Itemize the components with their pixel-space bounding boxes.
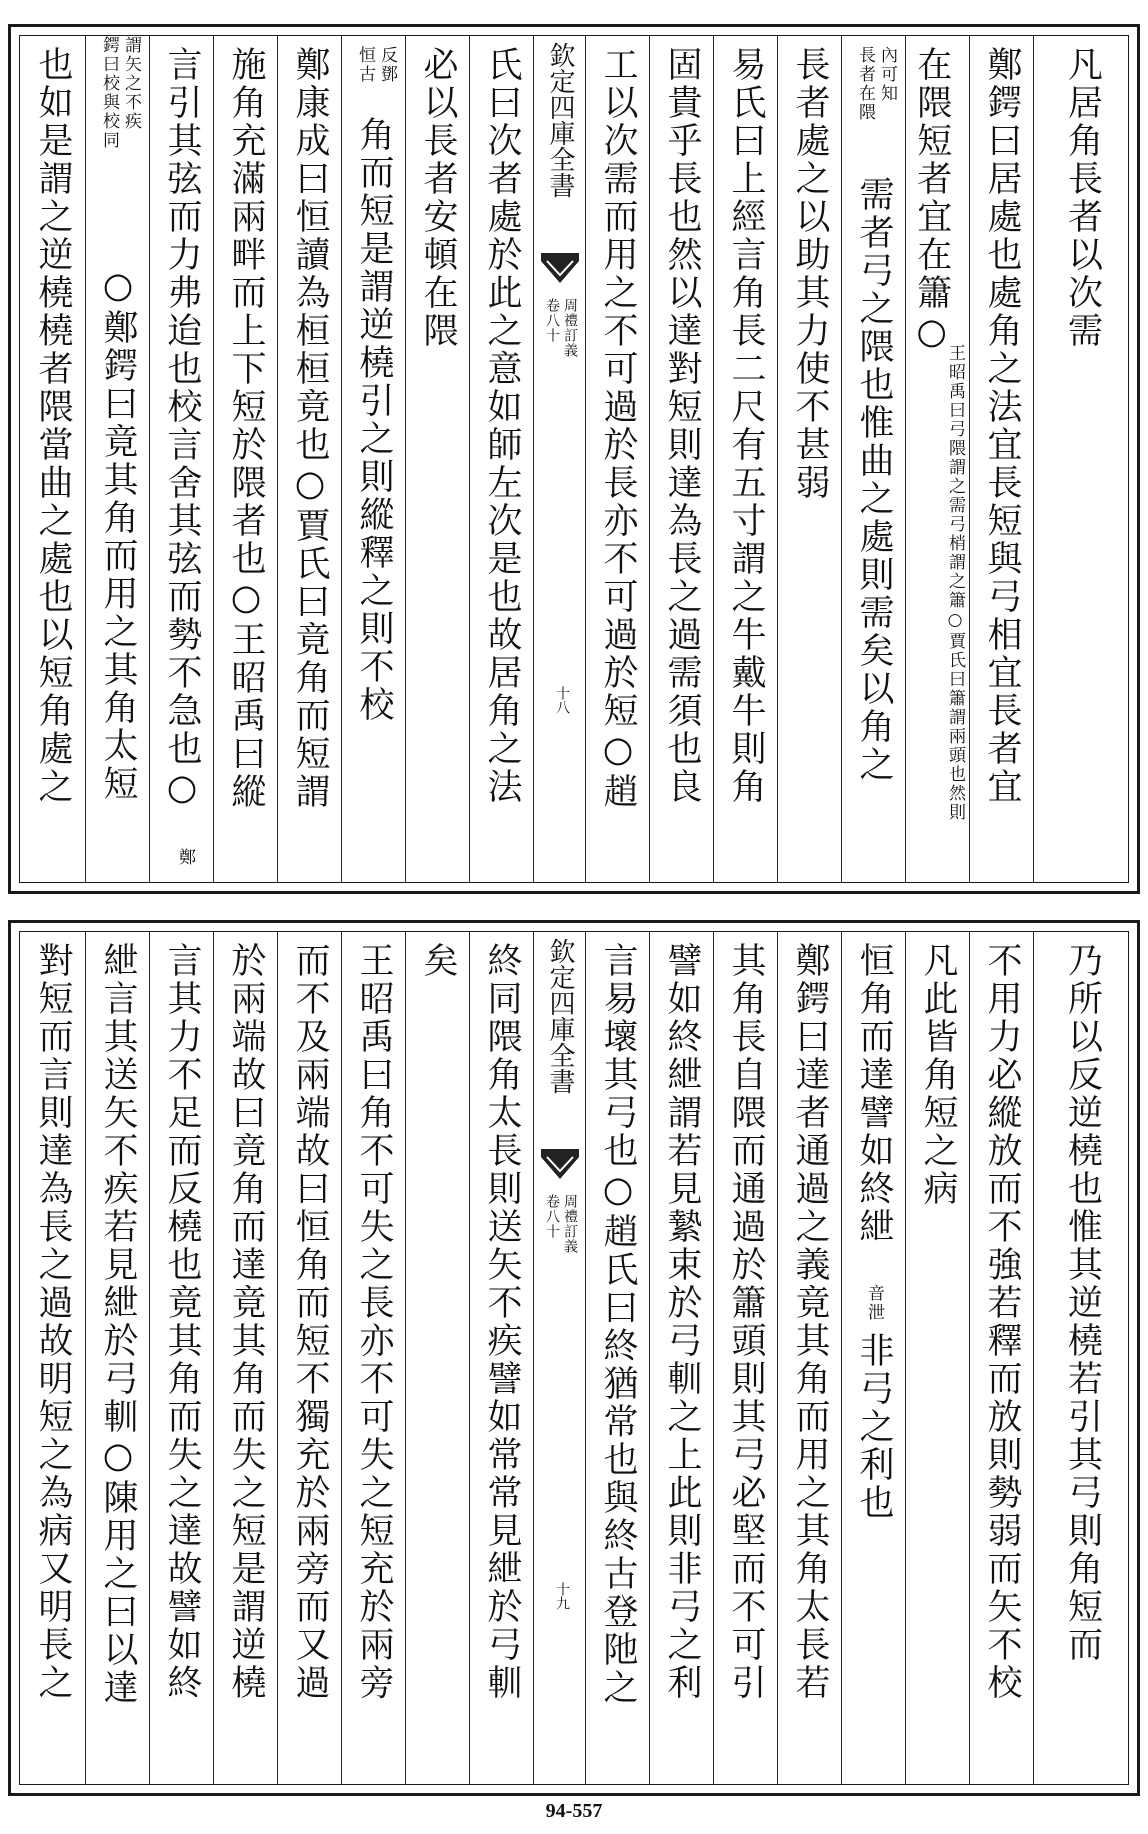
text-column: 鄭鍔曰達者通過之義竟其角而用之其角太長若 — [777, 932, 841, 1784]
fishtail-mark-icon — [541, 1147, 579, 1181]
annotation-column: 長者在隈 — [855, 46, 875, 122]
text-column: 凡居角長者以次需 — [1033, 36, 1130, 882]
text-column: 氏曰次者處於此之意如師左次是也故居角之法 — [469, 36, 533, 882]
page-upper — [8, 24, 1140, 894]
center-strip — [533, 36, 585, 882]
text-column: 對短而言則達為長之過故明短之為病又明長之 — [33, 942, 73, 1702]
annotation-column: 謂矢之不疾 — [121, 36, 141, 131]
text-column: 鍔曰校與校同 謂矢之不疾 ○鄭鍔曰竟其角而用之其角太短 — [85, 36, 149, 882]
annotation-column: 鄭 — [175, 848, 195, 867]
page-frame — [19, 35, 1129, 883]
center-strip — [533, 932, 585, 1784]
juan-number: 卷八十 — [544, 298, 560, 343]
text-column: 易氏曰上經言角長二尺有五寸謂之牛戴牛則角 — [713, 36, 777, 882]
book-name: 周禮訂義 — [562, 298, 578, 358]
text-column: 終同隈角太長則送矢不疾譬如常常見紲於弓䡅 — [469, 932, 533, 1784]
page-lower — [8, 920, 1140, 1796]
book-title: 欽定四庫全書 — [545, 938, 576, 1094]
text-column: 乃所以反逆橈也惟其逆橈若引其弓則角短而 — [1033, 932, 1130, 1784]
text-column: 不用力必縱放而不強若釋而放則勢弱而矢不校 — [969, 932, 1033, 1784]
text-column: 王昭禹曰角不可失之長亦不可失之短充於兩旁 — [341, 932, 405, 1784]
text-column: 也如是謂之逆橈橈者隈當曲之處也以短角處之 — [33, 46, 73, 806]
page-number-footer: 94-557 — [545, 1800, 603, 1822]
annotation-column: 內可知 — [877, 46, 897, 103]
text-column: 長者在隈 內可知 需者弓之隈也惟曲之處則需矣以角之 — [841, 36, 905, 882]
text-column: 必以長者安頓在隈 — [405, 36, 469, 882]
text-column: 鄭康成曰恒讀為桓桓竟也○賈氏曰竟角而短謂 — [277, 36, 341, 882]
text-column: 固貴乎長也然以達對短則達為長之過需須也良 — [649, 36, 713, 882]
book-name: 周禮訂義 — [562, 1194, 578, 1254]
juan-number: 卷八十 — [544, 1194, 560, 1239]
text-column: 言易壞其弓也○趙氏曰終猶常也與終古登阤之 — [585, 932, 649, 1784]
text-column: 其角長自隈而通過於簫頭則其弓必堅而不可引 — [713, 932, 777, 1784]
text-column: 譬如終紲謂若見縶束於弓䡅之上此則非弓之利 — [649, 932, 713, 1784]
text-column: 言其力不足而反橈也竟其角而失之達故譬如終 — [149, 932, 213, 1784]
annotation-column: 反鄧 — [377, 46, 397, 84]
folio-number: 十九 — [554, 1582, 570, 1610]
text-column: 言引其弦而力弗迨也校言舍其弦而勢不急也○ 鄭 — [149, 36, 213, 882]
annotation-column: 鍔曰校與校同 — [99, 36, 119, 150]
text-column: 恒角而達譬如終紲 音泄 非弓之利也 — [841, 932, 905, 1784]
book-title: 欽定四庫全書 — [545, 42, 576, 198]
text-column: 凡此皆角短之病 — [905, 932, 969, 1784]
text-column: 恒古 反鄧 角而短是謂逆橈引之則縱釋之則不校 — [341, 36, 405, 882]
folio-number: 十八 — [554, 686, 570, 714]
text-column: 鄭鍔曰居處也處角之法宜長短與弓相宜長者宜 — [969, 36, 1033, 882]
annotation-column: 王昭禹曰弓隈謂之需弓梢謂之簫○賈氏曰簫謂兩頭也然則 — [945, 344, 965, 822]
page-frame — [19, 931, 1129, 1785]
text-column: 施角充滿兩畔而上下短於隈者也○王昭禹曰縱 — [213, 36, 277, 882]
text-column: 紲言其送矢不疾若見紲於弓䡅○陳用之曰以達 — [85, 932, 149, 1784]
annotation-column: 恒古 — [355, 46, 375, 84]
text-column: 工以次需而用之不可過於長亦不可過於短○趙 — [585, 36, 649, 882]
text-column: 長者處之以助其力使不甚弱 — [777, 36, 841, 882]
fishtail-mark-icon — [541, 251, 579, 285]
text-column: 在隈短者宜在簫○ 王昭禹曰弓隈謂之需弓梢謂之簫○賈氏曰簫謂兩頭也然則 — [905, 36, 969, 882]
text-column: 而不及兩端故曰恒角而短不獨充於兩旁而又過 — [277, 932, 341, 1784]
annotation-column: 音泄 — [864, 1284, 884, 1322]
text-column: 於兩端故曰竟角而達竟其角而失之短是謂逆橈 — [213, 932, 277, 1784]
text-column: 矣 — [405, 932, 469, 1784]
